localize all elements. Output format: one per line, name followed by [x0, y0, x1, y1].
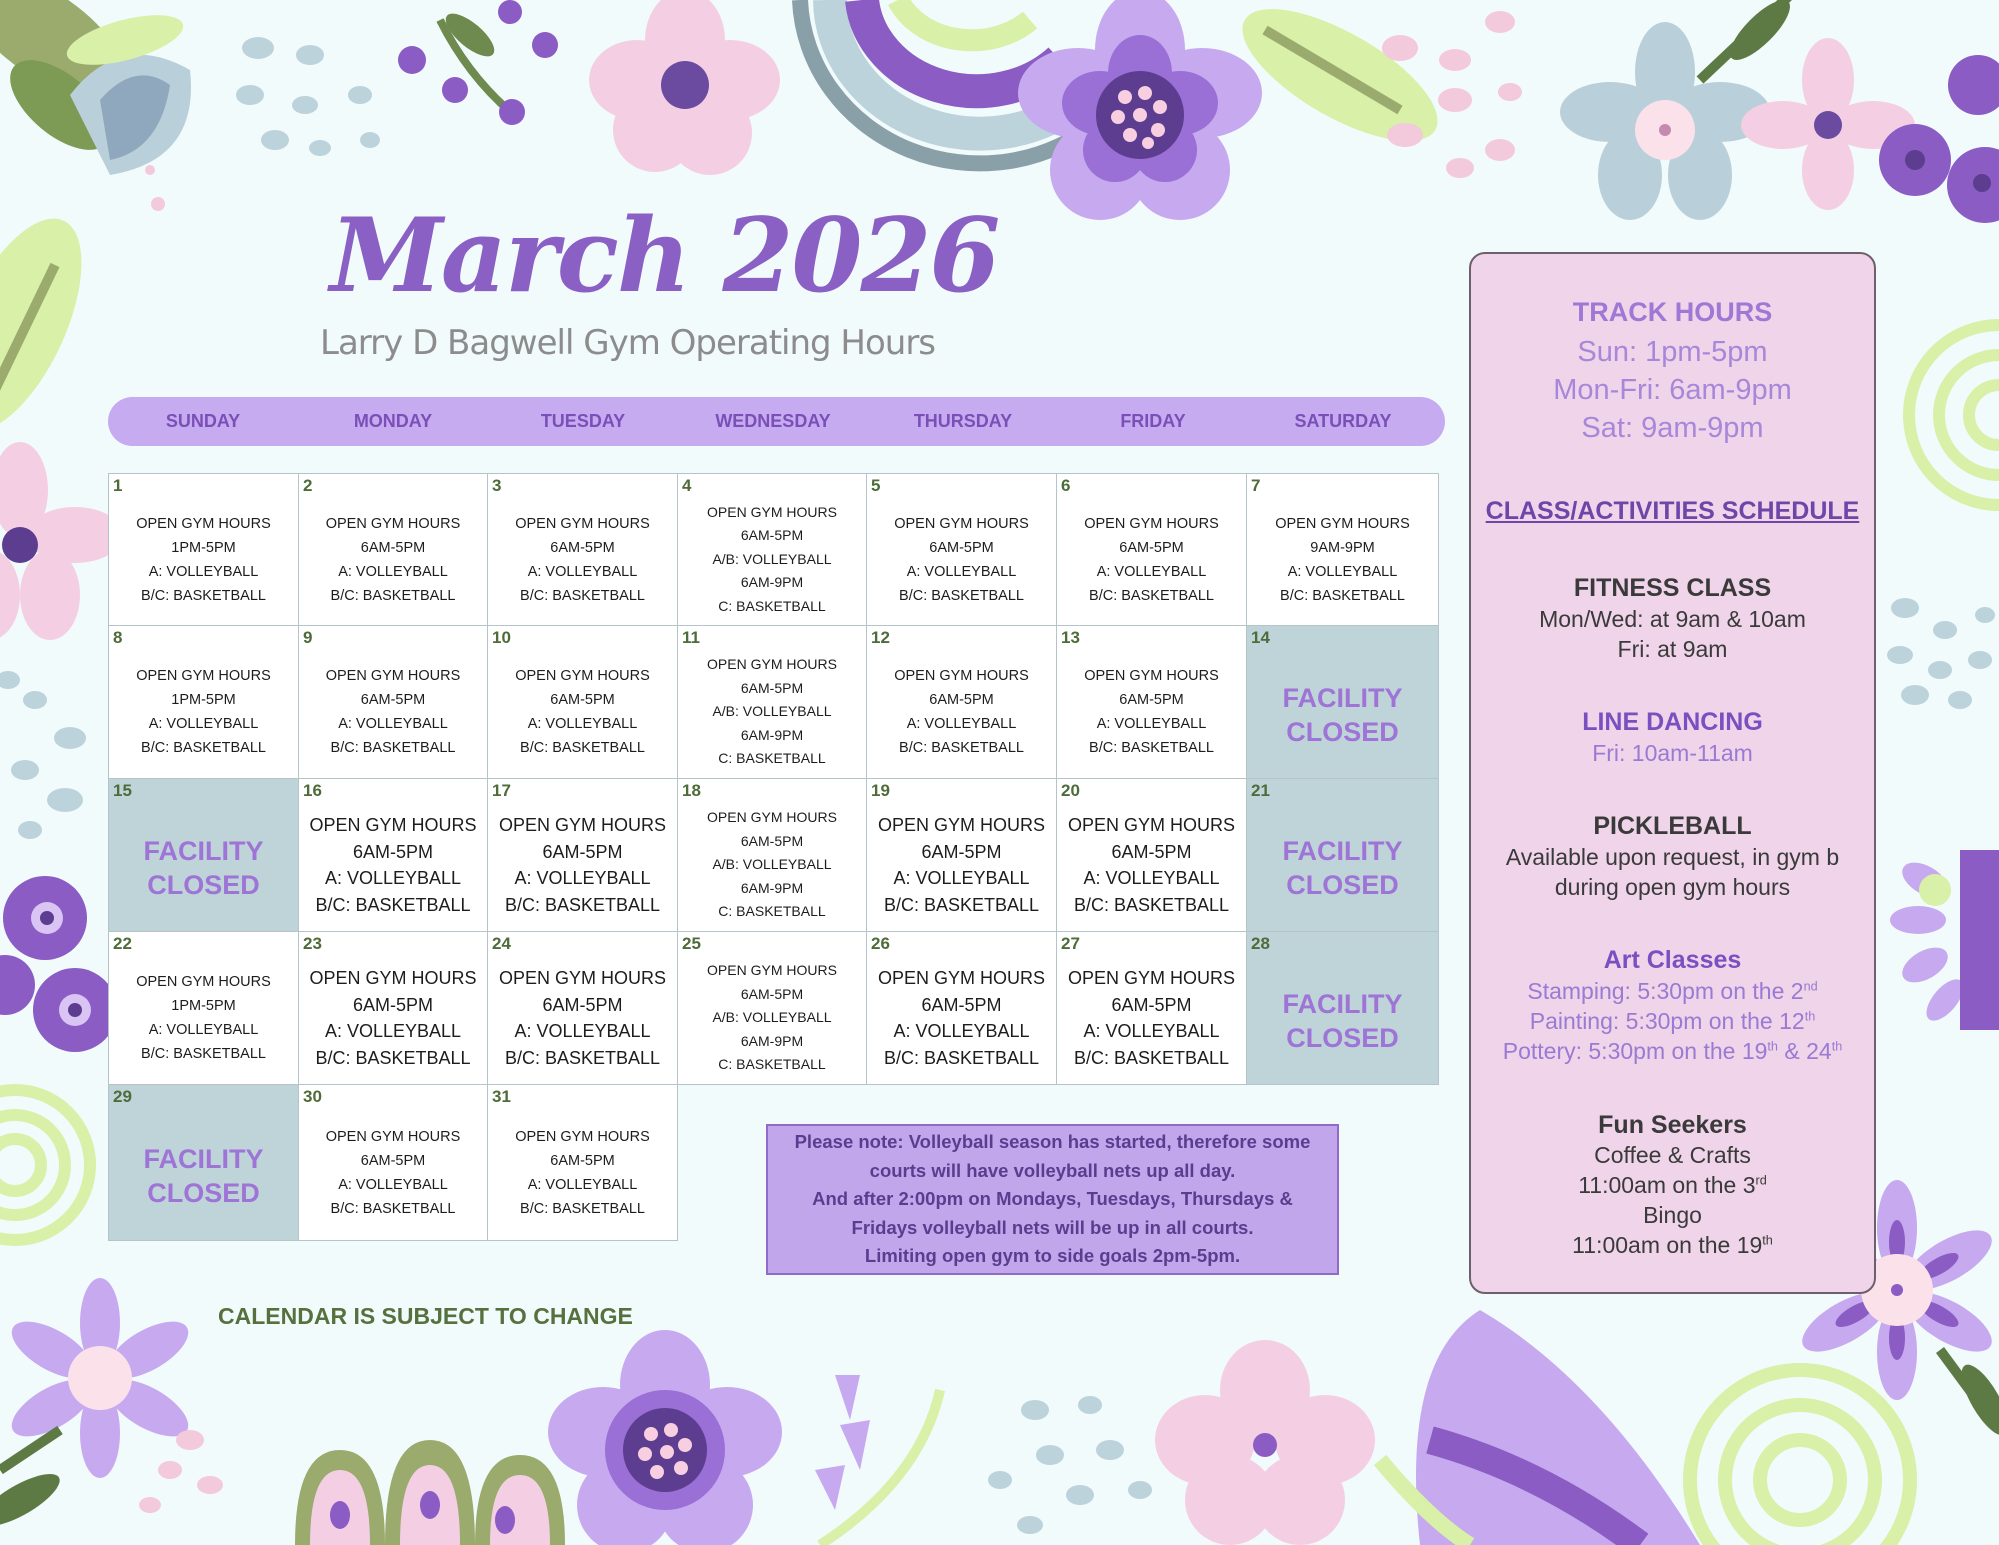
day-number: 29 [113, 1087, 132, 1106]
schedule-line: B/C: BASKETBALL [504, 894, 661, 915]
day-number: 17 [492, 781, 511, 800]
schedule-line: B/C: BASKETBALL [504, 1047, 661, 1068]
schedule-line: 6AM-9PM [740, 1032, 804, 1049]
schedule-line: A: VOLLEYBALL [514, 1021, 651, 1041]
day-cell-16 [298, 778, 488, 932]
track-hours-saturday: Sat: 9am-9pm [1581, 412, 1764, 444]
schedule-line: OPEN GYM HOURS [1084, 668, 1219, 684]
day-cell-9 [298, 625, 488, 779]
schedule-line: 6AM-5PM [921, 841, 1002, 862]
day-cell-27 [1056, 931, 1247, 1085]
day-cell-2 [298, 473, 488, 626]
schedule-line: B/C: BASKETBALL [141, 740, 266, 756]
schedule-line: A: VOLLEYBALL [1083, 868, 1220, 888]
day-number: 7 [1251, 476, 1261, 495]
schedule-line: A: VOLLEYBALL [338, 563, 448, 580]
schedule-line: A: VOLLEYBALL [527, 1176, 638, 1193]
schedule-line: OPEN GYM HOURS [325, 515, 461, 532]
schedule-line: A: VOLLEYBALL [527, 563, 638, 580]
fun-coffee-crafts: Coffee & Crafts [1594, 1142, 1751, 1168]
weekday-friday: FRIDAY [1120, 411, 1186, 431]
day-schedule [109, 498, 298, 621]
schedule-line: 6AM-5PM [921, 994, 1002, 1015]
day-number: 6 [1061, 476, 1071, 495]
weekday-header [108, 397, 1445, 446]
day-schedule [1057, 650, 1246, 774]
schedule-line: OPEN GYM HOURS [515, 1128, 650, 1145]
day-cell-11 [677, 625, 867, 779]
day-schedule [299, 650, 487, 774]
day-cell-30 [298, 1084, 488, 1241]
day-cell-14 [1246, 625, 1439, 779]
schedule-line: B/C: BASKETBALL [520, 1200, 645, 1217]
schedule-line: B/C: BASKETBALL [141, 1046, 266, 1062]
facility-closed-label [1247, 652, 1438, 778]
day-number: 31 [492, 1087, 511, 1106]
schedule-line: OPEN GYM HOURS [707, 656, 837, 673]
day-number: 19 [871, 781, 890, 800]
day-schedule [867, 956, 1056, 1080]
facility-closed-label [109, 1111, 298, 1240]
weekday-thursday: THURSDAY [913, 411, 1013, 431]
day-cell-10 [487, 625, 678, 779]
schedule-line: A/B: VOLLEYBALL [712, 703, 832, 720]
day-number: 16 [303, 781, 322, 800]
schedule-line: 6AM-5PM [1111, 994, 1192, 1015]
day-cell-12 [866, 625, 1057, 779]
day-schedule [488, 1109, 677, 1236]
day-cell-8 [108, 625, 299, 779]
day-number: 30 [303, 1087, 322, 1106]
day-cell-29 [108, 1084, 299, 1241]
schedule-line: A: VOLLEYBALL [527, 716, 638, 732]
day-cell-19 [866, 778, 1057, 932]
day-cell-17 [487, 778, 678, 932]
day-cell-1 [108, 473, 299, 626]
day-number: 12 [871, 628, 890, 647]
schedule-line: 6AM-5PM [550, 539, 615, 556]
schedule-line: B/C: BASKETBALL [1089, 587, 1214, 604]
schedule-line: OPEN GYM HOURS [1067, 815, 1236, 835]
weekday-tuesday: TUESDAY [540, 411, 626, 431]
closed-line: CLOSED [147, 870, 260, 900]
pickleball-line: Available upon request, in gym b [1505, 844, 1840, 870]
day-schedule [678, 498, 866, 621]
schedule-line: 6AM-5PM [360, 692, 426, 708]
schedule-line: 1PM-5PM [171, 998, 236, 1014]
schedule-line: 6AM-5PM [1119, 539, 1184, 556]
facility-closed-label [109, 805, 298, 931]
fun-bingo-time: 11:00am on the 19th [1572, 1232, 1773, 1258]
schedule-line: A: VOLLEYBALL [324, 868, 462, 888]
day-number: 25 [682, 934, 701, 953]
schedule-line: B/C: BASKETBALL [520, 740, 645, 756]
day-cell-31 [487, 1084, 678, 1241]
page-title: March 2026 [330, 196, 999, 316]
schedule-line: OPEN GYM HOURS [325, 1128, 461, 1145]
pickleball-title: PICKLEBALL [1593, 812, 1752, 840]
fun-coffee-time: 11:00am on the 3rd [1578, 1172, 1767, 1198]
day-number: 24 [492, 934, 511, 953]
art-pottery: Pottery: 5:30pm on the 19th & 24th [1502, 1038, 1843, 1064]
schedule-line: B/C: BASKETBALL [330, 740, 456, 756]
schedule-line: OPEN GYM HOURS [309, 968, 477, 988]
day-schedule [488, 650, 677, 774]
schedule-line: OPEN GYM HOURS [136, 515, 271, 532]
schedule-line: A: VOLLEYBALL [1287, 563, 1398, 580]
schedule-line: OPEN GYM HOURS [877, 968, 1046, 988]
schedule-line: A: VOLLEYBALL [514, 868, 651, 888]
schedule-line: OPEN GYM HOURS [894, 515, 1029, 532]
line-dancing-time: Fri: 10am-11am [1592, 740, 1753, 766]
day-schedule [109, 956, 298, 1080]
facility-closed-label [1247, 805, 1438, 931]
schedule-line: 6AM-5PM [740, 527, 804, 544]
schedule-line: A: VOLLEYBALL [324, 1021, 462, 1041]
schedule-line: 6AM-9PM [740, 726, 804, 743]
schedule-line: 6AM-5PM [929, 692, 994, 708]
track-hours-title: TRACK HOURS [1572, 297, 1773, 327]
schedule-line: A: VOLLEYBALL [1096, 563, 1207, 580]
day-cell-25 [677, 931, 867, 1085]
day-number: 26 [871, 934, 890, 953]
day-number: 14 [1251, 628, 1270, 647]
schedule-line: B/C: BASKETBALL [1073, 894, 1230, 915]
note-line: Limiting open gym to side goals 2pm-5pm. [864, 1245, 1241, 1267]
schedule-line: 6AM-5PM [542, 841, 623, 862]
schedule-line: 6AM-5PM [550, 692, 615, 708]
schedule-line: 6AM-5PM [740, 985, 804, 1002]
facility-closed-label [1247, 958, 1438, 1084]
schedule-line: OPEN GYM HOURS [877, 815, 1046, 835]
schedule-line: C: BASKETBALL [718, 597, 826, 614]
fun-seekers-title: Fun Seekers [1598, 1111, 1747, 1139]
day-cell-20 [1056, 778, 1247, 932]
day-cell-28 [1246, 931, 1439, 1085]
schedule-line: OPEN GYM HOURS [498, 968, 667, 988]
day-cell-22 [108, 931, 299, 1085]
day-cell-18 [677, 778, 867, 932]
schedule-line: 6AM-5PM [740, 832, 804, 849]
schedule-line: OPEN GYM HOURS [136, 668, 271, 684]
art-painting: Painting: 5:30pm on the 12th [1529, 1008, 1816, 1034]
schedule-sidebar [1469, 252, 1876, 1294]
day-schedule [678, 803, 866, 927]
closed-line: CLOSED [1286, 870, 1399, 900]
fitness-class-title: FITNESS CLASS [1573, 574, 1772, 602]
day-schedule [488, 956, 677, 1080]
day-number: 5 [871, 476, 881, 495]
closed-line: CLOSED [147, 1177, 260, 1208]
day-cell-3 [487, 473, 678, 626]
day-cell-5 [866, 473, 1057, 626]
closed-line: CLOSED [1286, 717, 1399, 747]
schedule-line: B/C: BASKETBALL [1089, 740, 1214, 756]
schedule-line: C: BASKETBALL [718, 903, 826, 920]
day-number: 1 [113, 476, 123, 495]
closed-line: FACILITY [1282, 989, 1403, 1019]
closed-line: FACILITY [143, 836, 264, 866]
day-schedule [109, 650, 298, 774]
schedule-line: A: VOLLEYBALL [1096, 716, 1207, 732]
closed-line: FACILITY [1282, 836, 1403, 866]
schedule-line: 6AM-5PM [352, 841, 433, 862]
schedule-line: OPEN GYM HOURS [707, 809, 837, 826]
day-number: 9 [303, 628, 313, 647]
day-number: 2 [303, 476, 313, 495]
day-schedule [867, 498, 1056, 621]
note-line: Please note: Volleyball season has started, therefore some [794, 1131, 1311, 1153]
track-hours-sunday: Sun: 1pm-5pm [1577, 336, 1768, 368]
schedule-line: B/C: BASKETBALL [1280, 587, 1405, 604]
schedule-line: 1PM-5PM [171, 539, 236, 556]
day-number: 10 [492, 628, 511, 647]
schedule-line: 1PM-5PM [171, 692, 236, 708]
schedule-line: OPEN GYM HOURS [515, 515, 650, 532]
calendar-disclaimer: CALENDAR IS SUBJECT TO CHANGE [218, 1303, 633, 1329]
schedule-line: OPEN GYM HOURS [1275, 515, 1410, 532]
day-schedule [299, 1109, 487, 1236]
fitness-class-line: Fri: at 9am [1617, 636, 1728, 662]
day-schedule [867, 650, 1056, 774]
day-schedule [1057, 498, 1246, 621]
page-subtitle: Larry D Bagwell Gym Operating Hours [320, 323, 936, 363]
day-cell-15 [108, 778, 299, 932]
schedule-line: C: BASKETBALL [718, 750, 826, 767]
day-schedule [678, 956, 866, 1080]
schedule-line: OPEN GYM HOURS [498, 815, 667, 835]
schedule-line: A: VOLLEYBALL [148, 1022, 259, 1038]
schedule-line: 6AM-5PM [352, 994, 433, 1015]
schedule-line: A/B: VOLLEYBALL [712, 856, 832, 873]
schedule-line: B/C: BASKETBALL [1073, 1047, 1230, 1068]
note-line: And after 2:00pm on Mondays, Tuesdays, Thursdays & [812, 1188, 1293, 1210]
line-dancing-title: LINE DANCING [1582, 708, 1763, 736]
day-number: 22 [113, 934, 132, 953]
schedule-line: B/C: BASKETBALL [330, 1200, 456, 1217]
schedule-line: A/B: VOLLEYBALL [712, 1009, 832, 1026]
note-line: courts will have volleyball nets up all day. [869, 1159, 1236, 1181]
day-number: 11 [682, 628, 700, 647]
day-cell-24 [487, 931, 678, 1085]
schedule-line: OPEN GYM HOURS [894, 668, 1029, 684]
art-classes-title: Art Classes [1603, 946, 1742, 974]
art-stamping: Stamping: 5:30pm on the 2nd [1527, 978, 1818, 1004]
schedule-line: OPEN GYM HOURS [707, 962, 837, 979]
day-cell-23 [298, 931, 488, 1085]
fitness-class-line: Mon/Wed: at 9am & 10am [1539, 606, 1806, 632]
weekday-sunday: SUNDAY [165, 411, 241, 431]
schedule-line: A: VOLLEYBALL [906, 563, 1017, 580]
closed-line: FACILITY [1282, 683, 1403, 713]
schedule-line: OPEN GYM HOURS [1067, 968, 1236, 988]
day-schedule [1057, 803, 1246, 927]
schedule-line: B/C: BASKETBALL [899, 740, 1024, 756]
schedule-line: 6AM-5PM [1119, 692, 1184, 708]
schedule-line: 9AM-9PM [1310, 539, 1375, 556]
schedule-line: A/B: VOLLEYBALL [712, 550, 832, 567]
schedule-line: C: BASKETBALL [718, 1056, 826, 1073]
schedule-line: 6AM-5PM [360, 1152, 426, 1169]
schedule-line: 6AM-5PM [929, 539, 994, 556]
schedule-line: A: VOLLEYBALL [338, 1176, 448, 1193]
closed-line: FACILITY [143, 1143, 264, 1174]
day-schedule [678, 650, 866, 774]
schedule-line: B/C: BASKETBALL [315, 894, 471, 915]
schedule-line: B/C: BASKETBALL [141, 587, 266, 604]
day-number: 21 [1251, 781, 1270, 800]
day-schedule [1057, 956, 1246, 1080]
schedule-line: A: VOLLEYBALL [148, 563, 259, 580]
schedule-line: A: VOLLEYBALL [893, 1021, 1030, 1041]
day-number: 28 [1251, 934, 1270, 953]
day-schedule [1247, 498, 1438, 621]
schedule-line: OPEN GYM HOURS [707, 503, 837, 520]
day-schedule [488, 498, 677, 621]
day-cell-13 [1056, 625, 1247, 779]
weekday-monday: MONDAY [353, 411, 433, 431]
day-number: 20 [1061, 781, 1080, 800]
pickleball-line: during open gym hours [1554, 874, 1791, 900]
weekday-wednesday: WEDNESDAY [715, 411, 831, 431]
schedule-line: 6AM-5PM [360, 539, 426, 556]
schedule-line: OPEN GYM HOURS [309, 815, 477, 835]
schedule-line: A: VOLLEYBALL [148, 716, 259, 732]
schedule-line: OPEN GYM HOURS [325, 668, 461, 684]
day-schedule [488, 803, 677, 927]
day-cell-4 [677, 473, 867, 626]
schedule-line: B/C: BASKETBALL [315, 1047, 471, 1068]
schedule-line: OPEN GYM HOURS [136, 974, 271, 990]
schedule-line: B/C: BASKETBALL [330, 587, 456, 604]
note-line: Fridays volleyball nets will be up in all courts. [851, 1216, 1254, 1238]
volleyball-note [766, 1124, 1339, 1275]
day-schedule [299, 956, 487, 1080]
schedule-line: OPEN GYM HOURS [515, 668, 650, 684]
day-number: 18 [682, 781, 701, 800]
schedule-line: A: VOLLEYBALL [893, 868, 1030, 888]
day-schedule [867, 803, 1056, 927]
weekday-saturday: SATURDAY [1294, 411, 1392, 431]
fun-bingo: Bingo [1643, 1202, 1702, 1228]
schedule-line: 6AM-5PM [550, 1152, 615, 1169]
day-number: 4 [682, 476, 692, 495]
schedule-line: A: VOLLEYBALL [1083, 1021, 1220, 1041]
day-schedule [299, 498, 487, 621]
schedule-line: B/C: BASKETBALL [883, 1047, 1040, 1068]
activities-schedule-title: CLASS/ACTIVITIES SCHEDULE [1485, 497, 1860, 525]
schedule-line: B/C: BASKETBALL [883, 894, 1040, 915]
day-number: 23 [303, 934, 322, 953]
schedule-line: OPEN GYM HOURS [1084, 515, 1219, 532]
day-number: 3 [492, 476, 502, 495]
schedule-line: 6AM-5PM [740, 679, 804, 696]
schedule-line: B/C: BASKETBALL [520, 587, 645, 604]
schedule-line: A: VOLLEYBALL [906, 716, 1017, 732]
schedule-line: B/C: BASKETBALL [899, 587, 1024, 604]
day-cell-7 [1246, 473, 1439, 626]
day-cell-26 [866, 931, 1057, 1085]
closed-line: CLOSED [1286, 1023, 1399, 1053]
day-number: 27 [1061, 934, 1080, 953]
schedule-line: A: VOLLEYBALL [338, 716, 448, 732]
schedule-line: 6AM-9PM [740, 574, 804, 591]
day-number: 15 [113, 781, 132, 800]
day-schedule [299, 803, 487, 927]
day-number: 8 [113, 628, 123, 647]
day-number: 13 [1061, 628, 1080, 647]
schedule-line: 6AM-5PM [1111, 841, 1192, 862]
day-cell-21 [1246, 778, 1439, 932]
track-hours-weekdays: Mon-Fri: 6am-9pm [1553, 374, 1792, 406]
day-cell-6 [1056, 473, 1247, 626]
schedule-line: 6AM-9PM [740, 879, 804, 896]
schedule-line: 6AM-5PM [542, 994, 623, 1015]
